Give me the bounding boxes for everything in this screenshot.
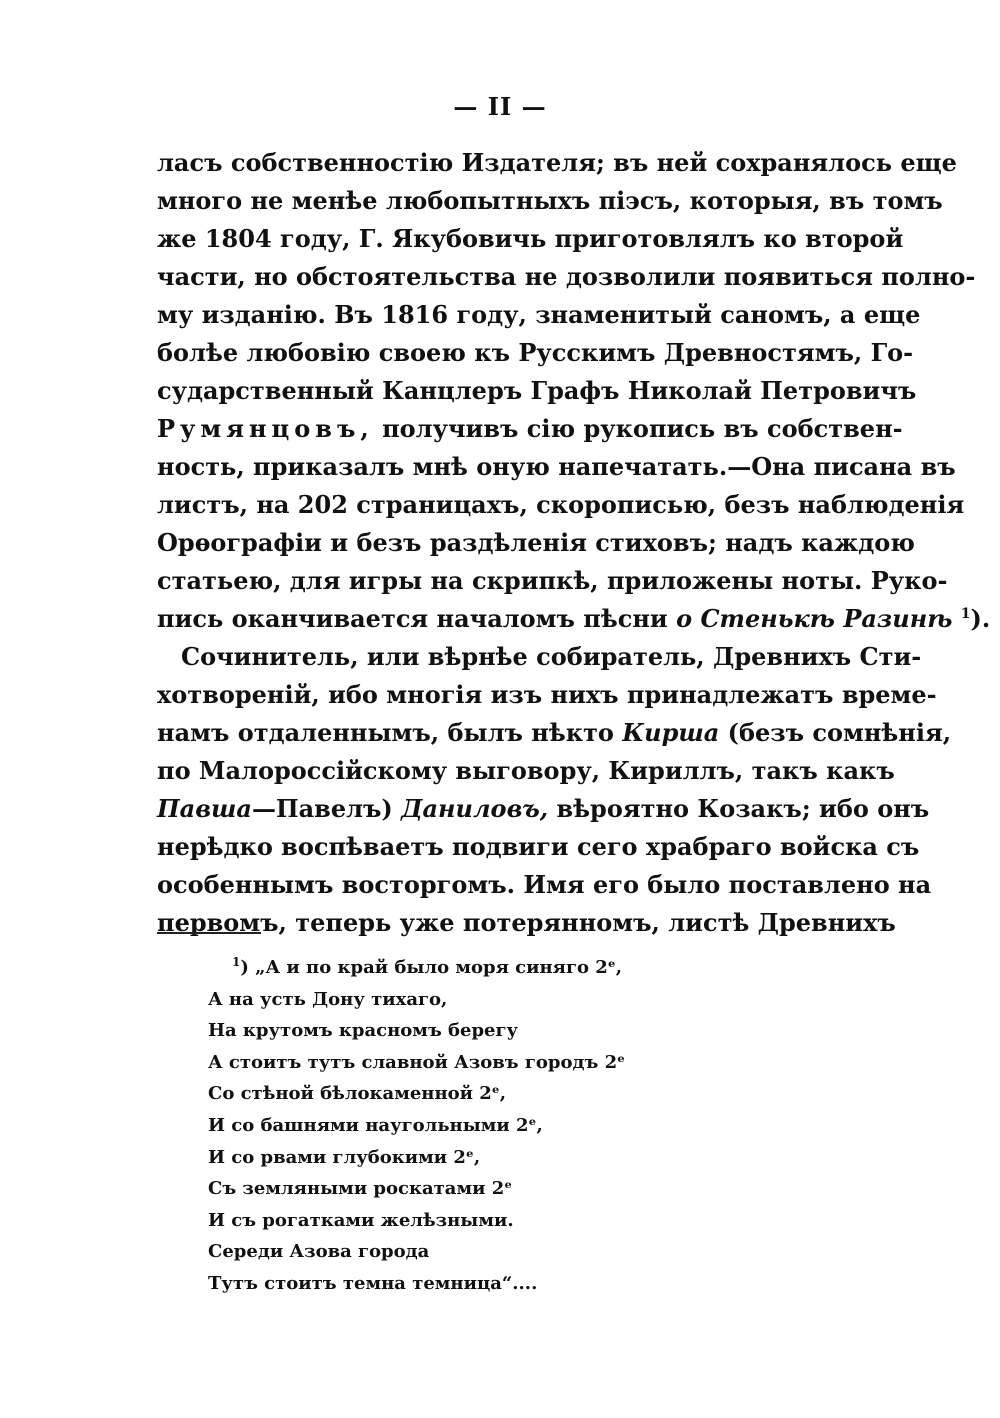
footnote-line: А на усть Дону тихаго,	[208, 988, 448, 1010]
text-line	[157, 600, 991, 638]
main-text	[157, 144, 991, 942]
text-segment: (безъ сомнѣнія,	[727, 718, 952, 747]
text-segment: получивъ сію рукопись въ собствен-	[382, 414, 903, 443]
italic-name: Павша	[157, 794, 252, 823]
text-line: болѣе любовію своею къ Русскимъ Древностямъ, Го-	[157, 338, 914, 367]
text-line: му изданію. Въ 1816 году, знаменитый саномъ, а еще	[157, 300, 921, 329]
footnote-line: Тутъ стоитъ темна темница“....	[208, 1272, 538, 1294]
footnote-line: И съ рогатками желѣзными.	[208, 1209, 514, 1231]
footnote-reference: 1	[960, 606, 971, 622]
text-line: ласъ собственностію Издателя; въ ней сохранялось еще	[157, 148, 957, 177]
italic-title: о Стенькѣ Разинѣ	[676, 604, 953, 633]
text-line: же 1804 году, Г. Якубовичь приготовлялъ ко второй	[157, 224, 904, 253]
text-line: первомъ, теперь уже потерянномъ, листѣ Древнихъ	[157, 908, 896, 937]
text-line: статьею, для игры на скрипкѣ, приложены ноты. Руко-	[157, 566, 948, 595]
text-line: Сочинитель, или вѣрнѣе собиратель, Древнихъ Сти-	[181, 642, 922, 671]
footnote-line: И со башнями наугольными 2ᵉ,	[208, 1114, 543, 1136]
footnote-line	[208, 952, 708, 984]
italic-name: Кирша	[622, 718, 720, 747]
text-line: сударственный Канцлеръ Графъ Николай Петровичъ	[157, 376, 917, 405]
spaced-name: Румянцовъ,	[157, 414, 374, 443]
text-line: нерѣдко воспѣваетъ подвиги сего храбраго войска съ	[157, 832, 920, 861]
text-line	[157, 790, 930, 828]
footnote-line: Со стѣной бѣлокаменной 2ᵉ,	[208, 1083, 507, 1105]
footnote-line: И со рвами глубокими 2ᵉ,	[208, 1146, 481, 1168]
footnote-line: Съ земляными роскатами 2ᵉ	[208, 1178, 513, 1200]
footnote-line: А стоитъ тутъ славной Азовъ городъ 2ᵉ	[208, 1051, 626, 1073]
text-line	[157, 410, 903, 448]
text-segment: —Павелъ)	[251, 794, 393, 823]
text-segment: вѣроятно Козакъ; ибо онъ	[556, 794, 930, 823]
footnote-marker: 1	[232, 955, 241, 969]
footnote-line: Середи Азова города	[208, 1241, 430, 1263]
italic-name: Даниловъ,	[401, 794, 549, 823]
text-line	[157, 714, 952, 752]
text-line: по Малороссійскому выговору, Кириллъ, такъ какъ	[157, 756, 895, 785]
text-line: ность, приказалъ мнѣ оную напечатать.—Она писана въ	[157, 452, 956, 481]
text-line: особеннымъ восторгомъ. Имя его было поставлено на	[157, 870, 932, 899]
footnote-divider	[157, 932, 261, 934]
footnote	[208, 952, 708, 1300]
text-segment: намъ отдаленнымъ, былъ нѣкто	[157, 718, 614, 747]
text-line: много не менѣе любопытныхъ піэсъ, которыя, въ томъ	[157, 186, 943, 215]
text-segment: ).	[970, 604, 991, 633]
text-line: Орѳографіи и безъ раздѣленія стиховъ; надъ каждою	[157, 528, 915, 557]
text-segment: пись оканчивается началомъ пѣсни	[157, 604, 668, 633]
text-line: хотвореній, ибо многія изъ нихъ принадлежатъ време-	[157, 680, 937, 709]
text-line: части, но обстоятельства не дозволили появиться полно-	[157, 262, 976, 291]
footnote-line: На крутомъ красномъ берегу	[208, 1020, 519, 1042]
text-line: листъ, на 202 страницахъ, скорописью, безъ наблюденія	[157, 490, 965, 519]
page-number: — II —	[453, 92, 547, 121]
text-segment: ) „А и по край было моря синяго 2ᵉ,	[240, 957, 623, 978]
